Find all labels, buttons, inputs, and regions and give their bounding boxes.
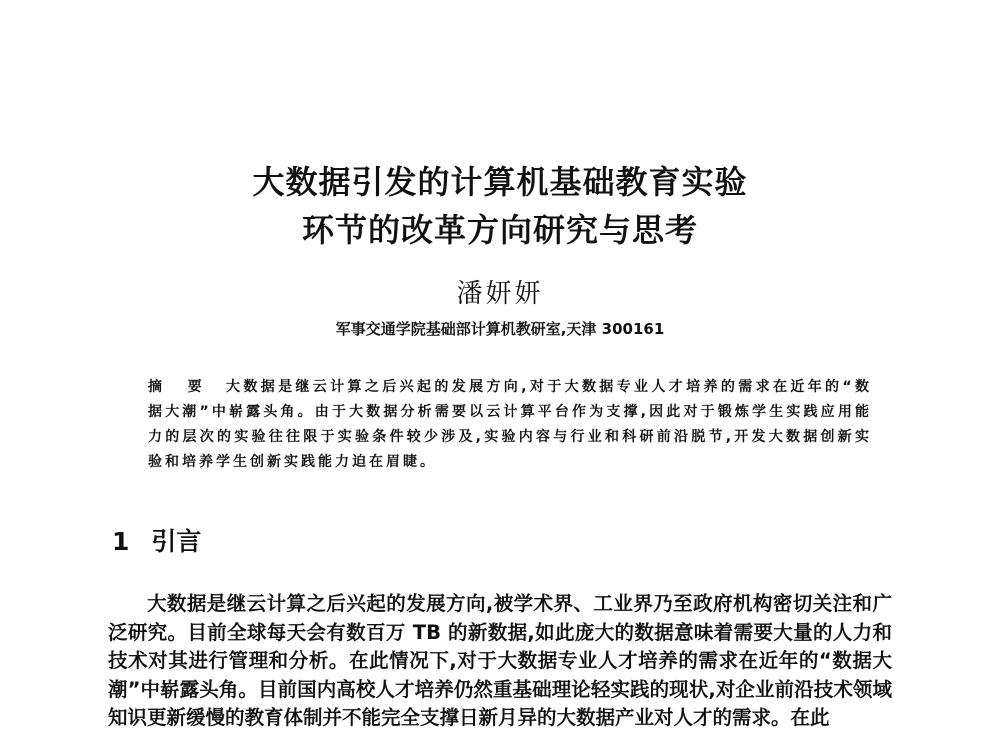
- paper-title-line-1: 大数据引发的计算机基础教育实验: [252, 163, 748, 201]
- section-number: 1: [112, 527, 130, 556]
- section-heading: [112, 525, 201, 559]
- section-title: 引言: [151, 527, 202, 556]
- abstract-text: 大数据是继云计算之后兴起的发展方向,对于大数据专业人才培养的需求在近年的“数据大潮”中崭露头角。由于大数据分析需要以云计算平台作为支撑,因此对于锻炼学生实践应用能力的层次的实验往往限于实验条件较少涉及,实验内容与行业和科研前沿脱节,开发大数据创新实验和培养学生创新实践能力迫在眉睫。: [148, 379, 872, 470]
- body-paragraph: 大数据是继云计算之后兴起的发展方向,被学术界、工业界乃至政府机构密切关注和广泛研究。目前全球每天会有数百万 TB 的新数据,如此庞大的数据意味着需要大量的人力和技术对其进行管理和分析。在此情况下,对于大数据专业人才培养的需求在近年的“数据大潮”中崭露头角。目前国内高校人才培养仍然重基础理论轻实践的现状,对企业前沿技术领域知识更新缓慢的教育体制并不能完全支撑日新月异的大数据产业对人才的需求。在此: [108, 592, 892, 730]
- author-name: 潘妍妍: [456, 279, 544, 309]
- abstract: [148, 375, 872, 475]
- author-affiliation: 军事交通学院基础部计算机教研室,天津 300161: [335, 320, 665, 338]
- abstract-label: 摘 要: [148, 379, 212, 395]
- paper-title-line-2: 环节的改革方向研究与思考: [301, 211, 698, 249]
